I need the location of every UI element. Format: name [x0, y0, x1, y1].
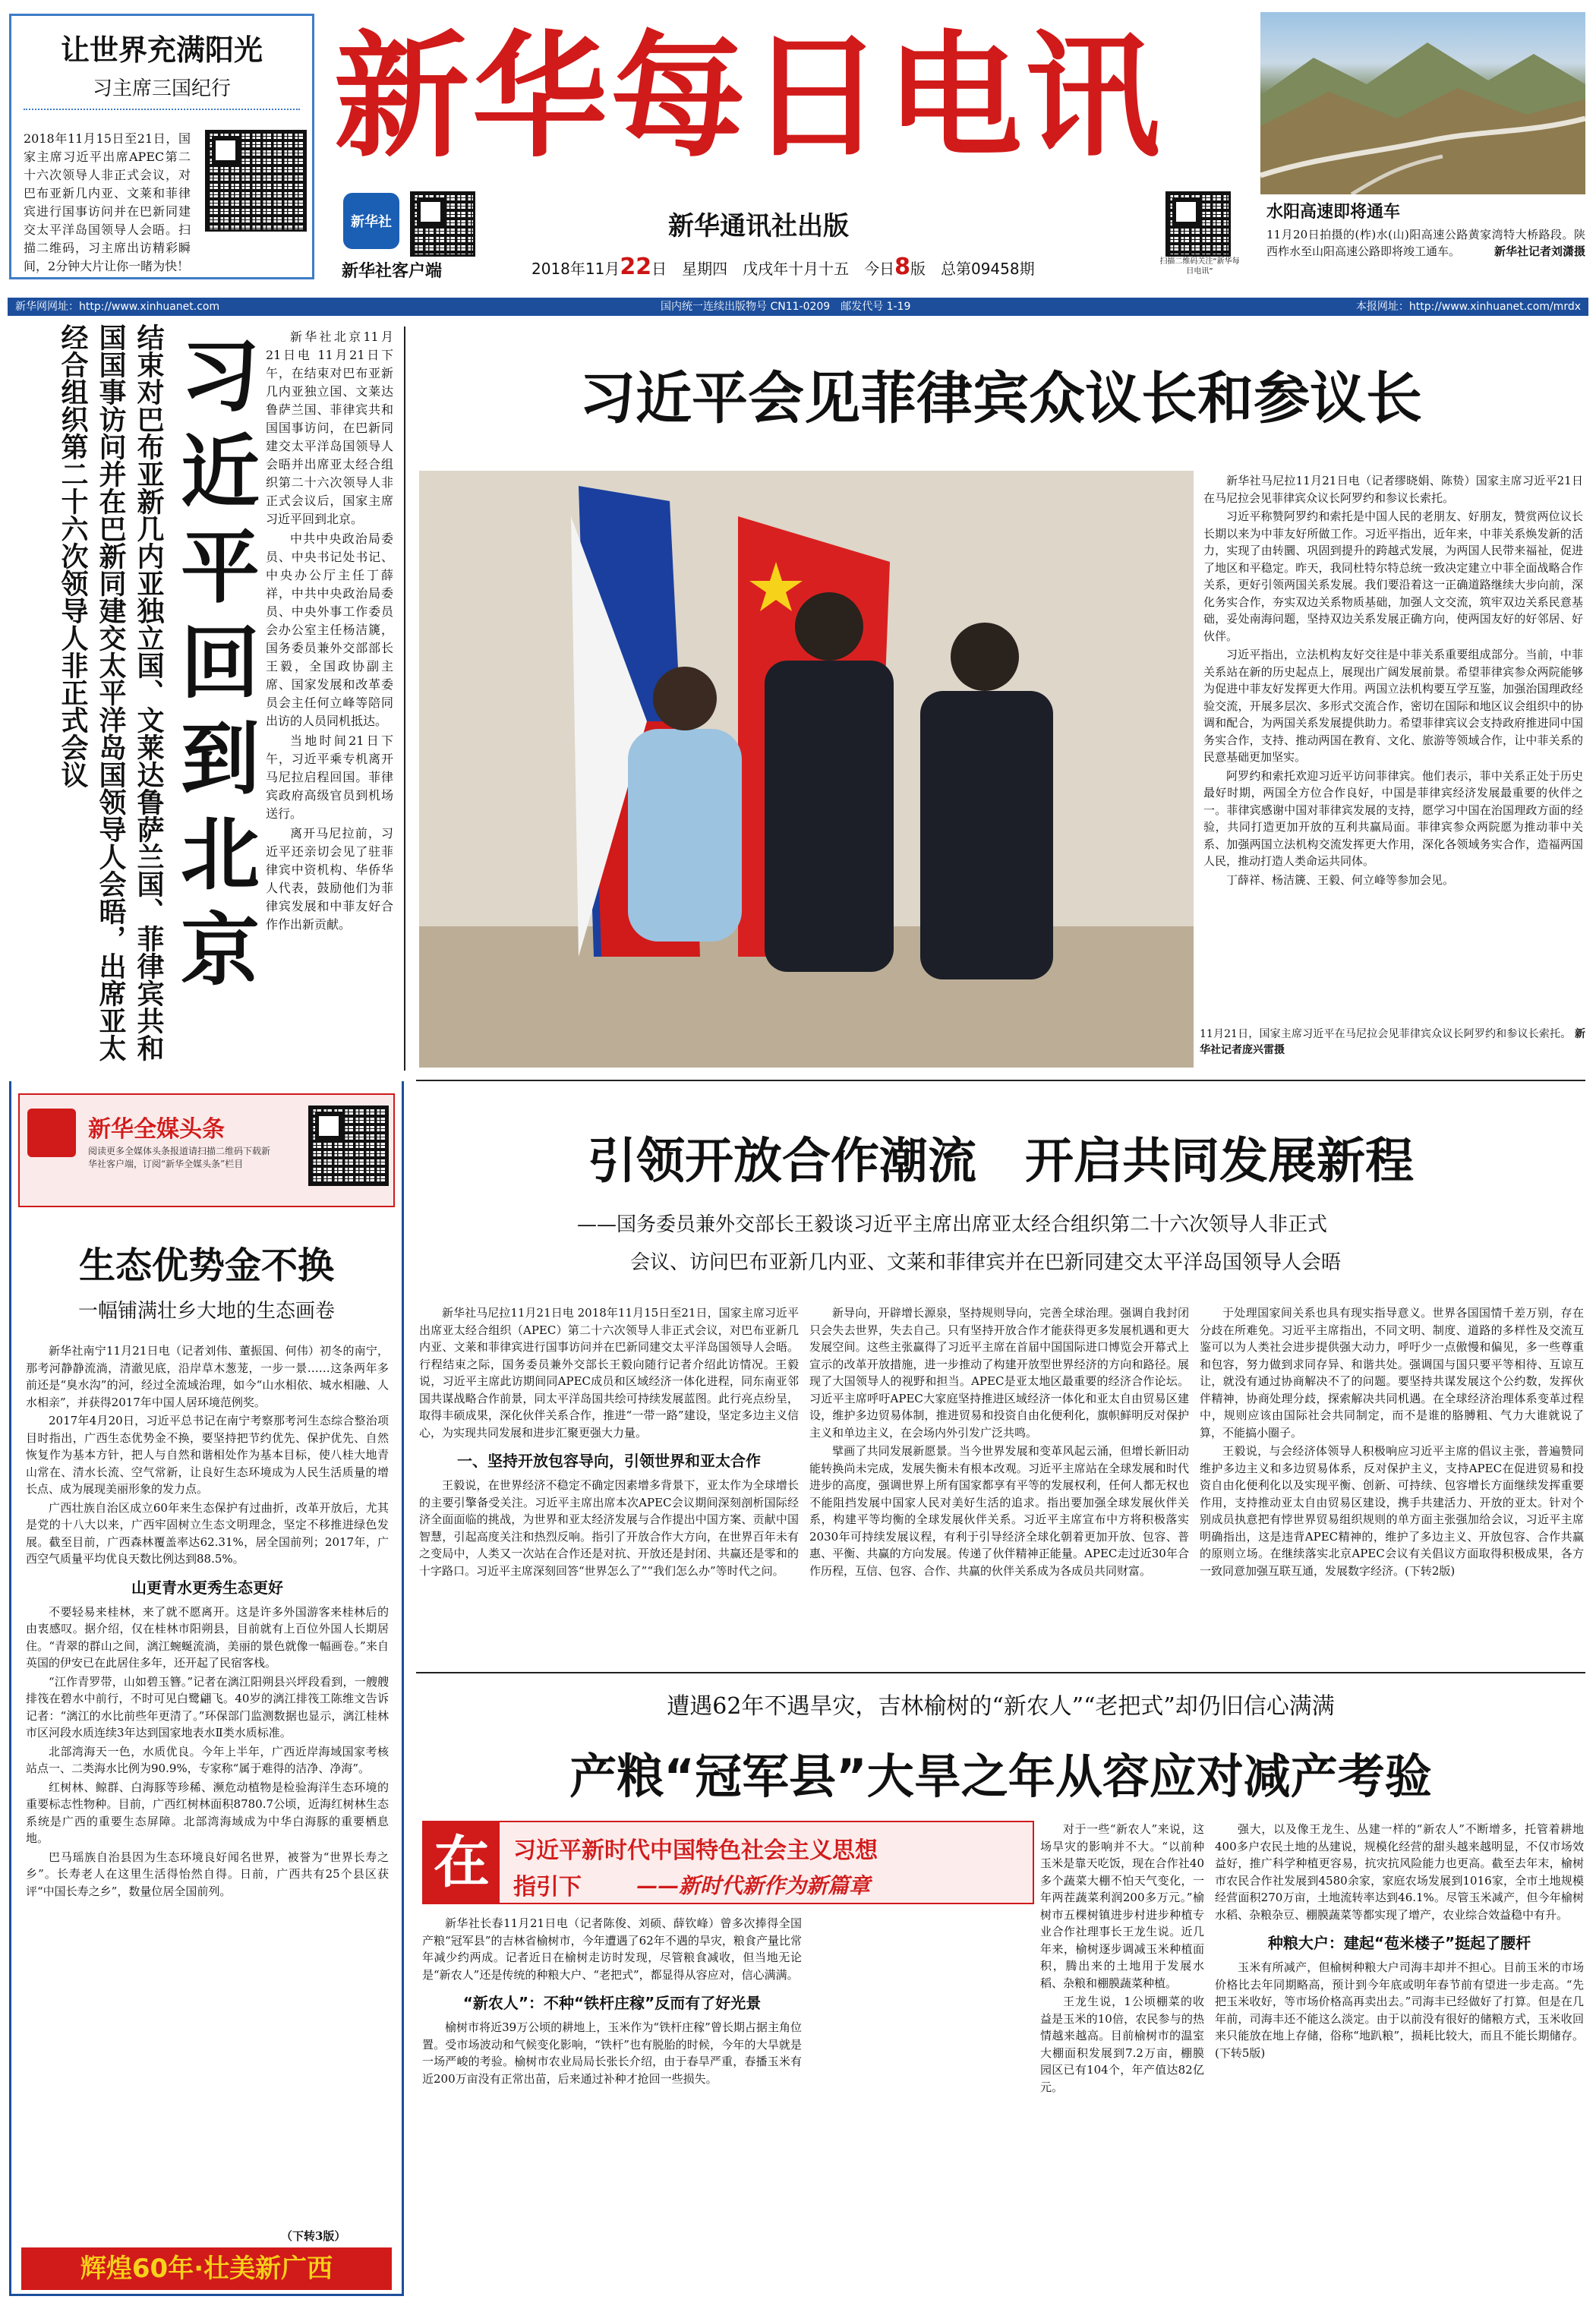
- app-logo-label: 新华社: [351, 214, 392, 230]
- lead-headline: 习近平回到北京: [167, 334, 260, 1004]
- masthead-qr-caption: 扫描二维码关注“新华每日电讯”: [1159, 257, 1240, 276]
- series-banner: [422, 1821, 1034, 1904]
- client-qr-code[interactable]: [410, 191, 475, 257]
- meeting-paragraph: 阿罗约和索托欢迎习近平访问菲律宾。他们表示，菲中关系正处于历史最好时期，两国全方位合作良好，中国是菲律宾经济发展最重要的伙伴之一。菲律宾感谢中国对菲律宾发展的支持，愿学习中国在治国理政方面的经验，共同打造更加开放的互利共赢局面。菲律宾参众两院愿为推动菲中关系、加强两国立法机构交流发挥更大作用，深化各领域务实合作，造福两国人民，推动打造人类命运共同体。: [1203, 768, 1583, 868]
- issue-line: [531, 254, 1035, 280]
- bottom-paragraph: 榆树市将近39万公顷的耕地上，玉米作为“铁杆庄稼”曾长期占据主角位置。受市场波动和气候变化影响，“铁杆”也有脱胎的时候，今年的大旱就是一场严峻的考验。榆树市农业局局长张长介绍，由于春旱严重，春播玉米有近200万亩没有正常出苗，后来通过补种才抢回一些损失。: [422, 2020, 802, 2086]
- meeting-paragraph: 丁薛祥、杨洁篪、王毅、何立峰等参加会见。: [1226, 872, 1455, 887]
- divider: [404, 326, 405, 1071]
- top-right-credit: 新华社记者刘潇摄: [1493, 244, 1585, 258]
- meeting-paragraph: 习近平指出，立法机构友好交往是中菲关系重要组成部分。当前，中菲关系站在新的历史起点上，展现出广阔发展前景。希望菲律宾参众两院能够为促进中菲友好发挥更大作用。两国立法机构要互学互鉴，加强治国理政经验交流，开展多层次、多形式交流合作，密切在国际和地区议会组织中的协调和配合，为两国关系发展提供助力。希望菲律宾议会支持政府推进同中国务实合作，支持、推动两国在教育、文化、旅游等领域合作，让中菲关系的民意基础更加坚实。: [1203, 648, 1583, 764]
- meeting-photo-credit: 新华社记者庞兴雷摄: [1200, 1028, 1585, 1056]
- publisher: 新华通讯社出版: [668, 211, 849, 241]
- divider: [416, 1080, 1585, 1081]
- bottom-col-2: [1040, 1821, 1204, 2301]
- bottom-headline: 产粮“冠军县”大旱之年从容应对减产考验: [569, 1749, 1432, 1804]
- main-paragraph: 擘画了共同发展新愿景。当今世界发展和变革风起云涌，但增长新旧动能转换尚未完成，发展失衡未有根本改观。习近平主席站在全球发展和时代进步的高度，强调世界上所有国家都享有平等的发展权利，任何人都无权也不能阻挡发展中国家人民对美好生活的追求。指出要加强全球发展伙伴关系，构建平等均衡的全球发展伙伴关系。习近平主席宣布中方将积极落实2030年可持续发展议程，有利于引导经济全球化朝着更加开放、包容、普惠、平衡、共赢的方向发展。传递了伙伴精神正能量。APEC走过近30年合作历程，互信、包容、合作、共赢的伙伴关系成为各成员共同财富。: [809, 1444, 1189, 1578]
- top-right-photo-caption: [1266, 226, 1585, 260]
- main-subtitle-1: ——国务委员兼外交部长王毅谈习近平主席出席亚太经合组织第二十六次领导人非正式: [577, 1213, 1328, 1236]
- main-paragraph: 新华社马尼拉11月21日电 2018年11月15日至21日，国家主席习近平出席亚太经合组织（APEC）第二十六次领导人非正式会议，对巴布亚新几内亚、文莱和菲律宾进行国事访问并在巴新同建交太平洋岛国领导人会晤。行程结束之际，国务委员兼外交部长王毅向随行记者介绍此访情况。王毅说，习近平主席此访期间同APEC成员和区域经济一体化进程，同东南亚邻国共谋战略合作前景，同太平洋岛国共绘可持续发展蓝图。此行亮点纷呈，取得丰硕成果，深化伙伴关系合作，推进“一带一路”建设，坚定多边主义信心，为实现共同发展和进步汇聚更强大力量。: [419, 1306, 799, 1440]
- meeting-story-body: [1203, 472, 1583, 1019]
- media-banner-text: 阅读更多全媒体头条报道请扫描二维码下载新华社客户端，订阅“新华全媒头条”栏目: [88, 1146, 271, 1169]
- bottom-paragraph: 对于一些“新农人”来说，这场旱灾的影响并不大。“以前种玉米是靠天吃饭，现在合作社40多个蔬菜大棚不怕天气变化，一年两茬蔬菜利润200多万元。”榆树市五棵树镇进步村进步种植专业合作社理事长王龙生说。近几年来，榆树逐步调减玉米种植面积，腾出来的土地用于发展水稻、杂粮和棚膜蔬菜种植。: [1040, 1822, 1204, 1990]
- info-bar: [8, 298, 1588, 316]
- bottom-paragraph: 玉米有所减产，但榆树种粮大户司海丰却并不担心。目前玉米的市场价格比去年同期略高，预计到今年底或明年春节前有望进一步走高。“先把玉米收好，等市场价格高再卖出去。”司海丰已经做好了打算。但是在几年前，司海丰还不能这么淡定。由于以前没有很好的储粮方式，玉米收回来只能放在地上存储，俗称“地趴粮”，损耗比较大，而且不能长期储存。(下转5版): [1215, 1960, 1584, 2060]
- lead-paragraph: 离开马尼拉前，习近平还亲切会见了驻菲律宾中资机构、华侨华人代表，鼓励他们为菲律宾发展和中菲友好合作作出新贡献。: [266, 826, 393, 932]
- bottom-col-3: [1215, 1821, 1584, 2301]
- bottom-paragraph: 新华社长春11月21日电（记者陈俊、刘硕、薛钦峰）曾多次捧得全国产粮“冠军县”的吉林省榆树市，今年遭遇了62年不遇的旱灾，粮食产量比常年减少约两成。记者近日在榆树走访时发现，尽管粮食减收，但当地无论是“新农人”还是传统的种粮大户、“老把式”，都显得从容应对，信心满满。: [422, 1916, 802, 1982]
- masthead-qr-code[interactable]: [1165, 191, 1231, 257]
- ecology-paragraph: 红树林、鲸群、白海豚等珍稀、濒危动植物是检验海洋生态环境的重要标志性物种。目前，广西红树林面积8780.7公顷，近海红树林生态系统是广西的重要生态屏障。北部湾海域成为中华白海豚的重要栖息地。: [26, 1780, 389, 1845]
- bottom-col-1: [422, 1915, 802, 2301]
- meeting-photo-illustration: [419, 471, 1194, 1068]
- main-section-heading: 一、坚持开放包容导向，引领世界和亚太合作: [457, 1452, 761, 1470]
- lead-paragraph: 新华社北京11月21日电 11月21日下午，在结束对巴布亚新几内亚独立国、文莱达鲁萨兰国、菲律宾共和国国事访问，在巴新同建交太平洋岛国领导人会晤并出席亚太经合组织第二十六次领导人非正式会议后，国家主席习近平回到北京。: [266, 330, 393, 526]
- ecology-paragraph: “江作青罗带，山如碧玉簪。”记者在漓江阳朔县兴坪段看到，一艘艘排筏在碧水中前行，不时可见白鹭翩飞。40岁的漓江排筏工陈维文告诉记者：“漓江的水比前些年更清了。”环保部门监测数据也显示，漓江桂林市区河段水质连续3年达到国家地表水Ⅱ类水质标准。: [26, 1674, 389, 1740]
- guangxi-anniversary-banner: [21, 2247, 392, 2290]
- lead-paragraph: 中共中央政治局委员、中央书记处书记、中央办公厅主任丁薛祥，中共中央政治局委员、中央外事工作委员会办公室主任杨洁篪，国务委员兼外交部部长王毅，全国政协副主席、国家发展和改革委员会主任何立峰等陪同出访的人员同机抵达。: [266, 531, 393, 728]
- meeting-photo-caption: [1200, 1027, 1585, 1058]
- media-banner-qr[interactable]: [308, 1106, 389, 1186]
- bottom-subhead-2: 种粮大户：建起“苞米楼子”挺起了腰杆: [1267, 1934, 1531, 1952]
- ecology-section-heading: 山更青水更秀生态更好: [131, 1578, 283, 1597]
- meeting-paragraph: 新华社马尼拉11月21日电（记者缪晓娟、陈贽）国家主席习近平21日在马尼拉会见菲律宾众议长阿罗约和参议长索托。: [1203, 474, 1583, 505]
- ecology-paragraph: 新华社南宁11月21日电（记者刘伟、董振国、何伟）初冬的南宁，那考河静静流淌，清澈见底，沿岸草木葱茏，一步一景……这条两年多前还是“臭水沟”的河，经过全流域治理，如今“山水相依、城水相融、人水相亲”，并获得2017年中国人居环境范例奖。: [26, 1344, 389, 1409]
- meeting-headline: 习近平会见菲律宾众议长和参议长: [579, 366, 1422, 431]
- main-paragraph: 王毅说，在世界经济不稳定不确定因素增多背景下，亚太作为全球增长的主要引擎备受关注。习近平主席出席本次APEC会议期间深刻剖析国际经济全面面临的挑战，为世界和亚太经济发展与合作提出中国方案、贡献中国智慧，引起高度关注和热烈反响。指引了开放合作大方向，在世界百年未有之变局中，人类又一次站在合作还是对抗、开放还是封闭、共赢还是零和的十字路口。习近平主席深刻回答“世界怎么了”“我们怎么办”等时代之问。: [419, 1478, 799, 1578]
- guangxi-banner-text: 辉煌60年·壮美新广西: [80, 2254, 333, 2284]
- meeting-caption-text: 11月21日，国家主席习近平在马尼拉会见菲律宾众议长阿罗约和参议长索托。: [1200, 1028, 1572, 1040]
- promo-text: 2018年11月15日至21日，国家主席习近平出席APEC第二十六次领导人非正式会议，对巴布亚新几内亚、文莱和菲律宾进行国事访问并在巴新同建交太平洋岛国领导人会晤。扫描二维码，习主席出访精彩瞬间，2分钟大片让你一睹为快！: [24, 131, 191, 273]
- media-banner-title: 新华全媒头条: [88, 1116, 225, 1143]
- ecology-paragraph: 北部湾海天一色，水质优良。今年上半年，广西近岸海域国家考核站点一、二类海水比例为90.9%，专家称“属于难得的洁净、净海”。: [26, 1744, 389, 1775]
- ecology-headline: 生态优势金不换: [78, 1244, 334, 1287]
- main-paragraph: 王毅说，与会经济体领导人积极响应习近平主席的倡议主张，普遍赞同维护多边主义和多边贸易体系，反对保护主义，支持APEC在促进贸易和投资自由化便利化以及实现平衡、创新、可持续、包容增长方面继续发挥重要作用，支持推动亚太自由贸易区建设，携手共建活力、开放的亚太。针对个别成员执意把有悖世界贸易组织规则的单方面主张强加给会议，习近平主席明确指出，这是违背APEC精神的，维护了多边主义、开放包容、合作共赢的原则立场。在继续落实北京APEC会议有关倡议方面取得积极成果，各方一致同意加强互联互通，发展数字经济。(下转2版): [1200, 1444, 1584, 1578]
- ecology-body: [26, 1342, 389, 2225]
- ecology-paragraph: 2017年4月20日，习近平总书记在南宁考察那考河生态综合整治项目时指出，广西生态优势金不换，要坚持把节约优先、保护优先、自然恢复作为基本方针，把人与自然和谐相处作为基本目标，使八桂大地青山常在、清水长流、空气常新，让良好生态环境成为人民生活质量的增长点、成为展现美丽形象的发力点。: [26, 1414, 389, 1496]
- promo-qr-code[interactable]: [205, 130, 307, 232]
- main-subtitle-2: 会议、访问巴布亚新几内亚、文莱和菲律宾并在巴新同建交太平洋岛国领导人会晤: [630, 1251, 1342, 1274]
- info-bar-center: 国内统一连续出版物号 CN11-0209 邮发代号 1-19: [661, 301, 911, 313]
- newspaper-title: 新华每日电讯: [334, 17, 1163, 175]
- promo-title: 让世界充满阳光: [60, 33, 263, 67]
- meeting-paragraph: 习近平称赞阿罗约和索托是中国人民的老朋友、好朋友，赞赏两位议长长期以来为中菲友好所做工作。习近平指出，近年来，中菲关系焕发新的活力，实现了由转圜、巩固到提升的跨越式发展，为两国人民带来福祉，促进了地区和平稳定。昨天，我同杜特尔特总统一致决定建立中菲全面战略合作关系，更好引领两国关系发展。我们要沿着这一正确道路继续大步向前，深化务实合作，夯实双边关系物质基础，加强人文交流，筑牢双边关系民意基础，妥处南海问题，坚持双边关系发展正确方向，使两国友好的好邻居、好伙伴。: [1203, 509, 1583, 643]
- ecology-paragraph: 不要轻易来桂林，来了就不愿离开。这是许多外国游客来桂林后的由衷感叹。据介绍，仅在桂林市阳朔县，目前就有上百位外国人长期居住。“青翠的群山之间，漓江蜿蜒流淌，美丽的景色就像一幅画卷。”来自英国的伊安已在此居住多年，还开起了民宿客栈。: [26, 1604, 389, 1670]
- issue-page-count: 8: [894, 254, 910, 280]
- bottom-kicker: 遭遇62年不遇旱灾，吉林榆树的“新农人”“老把式”却仍旧信心满满: [667, 1693, 1335, 1720]
- issue-date-day: 22: [620, 254, 652, 280]
- main-headline: 引领开放合作潮流 开启共同发展新程: [588, 1134, 1414, 1190]
- issue-number: 版 总第09458期: [910, 260, 1035, 278]
- bottom-paragraph: 王龙生说，1公顷棚菜的收益是玉米的10倍，农民参与的热情越来越高。目前榆树市的温室大棚面积发展到7.2万亩，棚膜园区已有104个，年产值达82亿元。: [1040, 1995, 1204, 2094]
- lead-subheadline: 结束对巴布亚新几内亚独立国、文莱达鲁萨兰国、菲律宾共和国国事访问并在巴新同建交太平洋岛国领导人会晤，出席亚太经合组织第二十六次领导人非正式会议: [57, 323, 164, 1061]
- ecology-paragraph: 巴马瑶族自治县因为生态环境良好闻名世界，被誉为“世界长寿之乡”。长寿老人在这里生活得怡然自得。日前，广西共有25个县区获评“中国长寿之乡”，数量位居全国前列。: [26, 1850, 389, 1898]
- media-banner-logo: [27, 1109, 76, 1157]
- series-slogan: ——新时代新作为新篇章: [636, 1873, 871, 1898]
- series-title-1: 习近平新时代中国特色社会主义思想: [513, 1837, 878, 1864]
- bottom-paragraph: 强大，以及像王龙生、丛建一样的“新农人”不断增多，托管着耕地400多户农民土地的丛建说，规模化经营的甜头越来越明显，不仅市场效益好，推广科学种植更容易，抗灾抗风险能力也更高。截至去年末，榆树市农民合作社发展到4580余家，家庭农场发展到1016家，全市土地规模经营面积270万亩，土地流转率达到46.1%。尽管玉米减产，但今年榆树水稻、杂粮杂豆、棚膜蔬菜等都实现了增产，农业综合效益稳中有升。: [1215, 1822, 1584, 1922]
- bottom-subhead-1: “新农人”：不种“铁杆庄稼”反而有了好光景: [462, 1994, 762, 2012]
- lead-story-body: [266, 328, 393, 1072]
- ecology-paragraph: 广西壮族自治区成立60年来生态保护有过曲折，改革开放后，尤其是党的十八大以来，广西牢固树立生态文明理念，坚定不移推进绿色发展。截至目前，广西森林覆盖率达62.31%，居全国前列；2017年，广西空气质量平均优良天数比例达到88.5%。: [26, 1500, 389, 1566]
- ecology-continued: （下转3版）: [281, 2229, 346, 2243]
- main-paragraph: 于处理国家间关系也具有现实指导意义。世界各国国情千差万别，存在分歧在所难免。习近平主席指出，不同文明、制度、道路的多样性及交流互鉴可以为人类社会进步提供强大动力，呼吁少一点傲慢和偏见，多一些尊重和包容，努力做到求同存异、和谐共处。强调国与国只要平等相待、互谅互让，就没有通过协商解决不了的问题。要坚持共谋发展这个公约数，发挥伙伴精神，协商处理分歧，探索解决共同机遇。在全球经济治理体系变革过程中，规则应该由国际社会共同制定，而不是谁的胳膊粗、气力大谁就说了算，不能搞小圈子。: [1200, 1306, 1584, 1440]
- divider: [416, 1672, 1585, 1673]
- xinhua-app-logo[interactable]: [343, 193, 399, 249]
- promo-subtitle: 习主席三国纪行: [24, 73, 300, 110]
- ecology-subheadline: 一幅铺满壮乡大地的生态画卷: [77, 1300, 335, 1323]
- issue-date-prefix: 2018年11月: [531, 260, 620, 278]
- main-paragraph: 新导向，开辟增长源泉，坚持规则导向，完善全球治理。强调自我封闭只会失去世界，失去自己。只有坚持开放合作才能获得更多发展机遇和更大发展空间。这些主张赢得了习近平主席在首届中国国际进口博览会开幕式上宣示的改革开放措施，进一步推动了构建开放型世界经济的方向和路径。展现了大国领导人的视野和担当。APEC是亚太地区最重要的经济合作论坛。习近平主席呼吁APEC大家庭坚持推进区域经济一体化和亚太自由贸易区建设，维护多边贸易体制，推进贸易和投资自由化便利化，旗帜鲜明反对保护主义和单边主义，在会场内外引发广泛共鸣。: [809, 1306, 1189, 1440]
- lead-paragraph: 当地时间21日下午，习近平乘专机离开马尼拉启程回国。菲律宾政府高级官员到机场送行。: [266, 733, 393, 821]
- top-right-photo-title: 水阳高速即将通车: [1266, 203, 1401, 222]
- meeting-photo: [419, 471, 1194, 1068]
- issue-date-suffix: 日 星期四 戊戌年十月十五 今日: [651, 260, 895, 278]
- info-bar-left[interactable]: 新华网网址：http://www.xinhuanet.com: [15, 301, 220, 313]
- top-right-photo: [1260, 12, 1585, 194]
- info-bar-right[interactable]: 本报网址：http://www.xinhuanet.com/mrdx: [1355, 301, 1581, 313]
- series-char: 在: [424, 1822, 500, 1903]
- client-label: 新华社客户端: [342, 262, 443, 281]
- series-title-2: 指引下: [513, 1874, 582, 1900]
- top-right-caption-text: 11月20日拍摄的(柞)水(山)阳高速公路黄家湾特大桥路段。陕西柞水至山阳高速公路即将竣工通车。: [1266, 228, 1585, 258]
- media-banner: [18, 1093, 395, 1207]
- mountain-highway-illustration: [1260, 12, 1585, 194]
- top-left-promo-box: [9, 14, 314, 279]
